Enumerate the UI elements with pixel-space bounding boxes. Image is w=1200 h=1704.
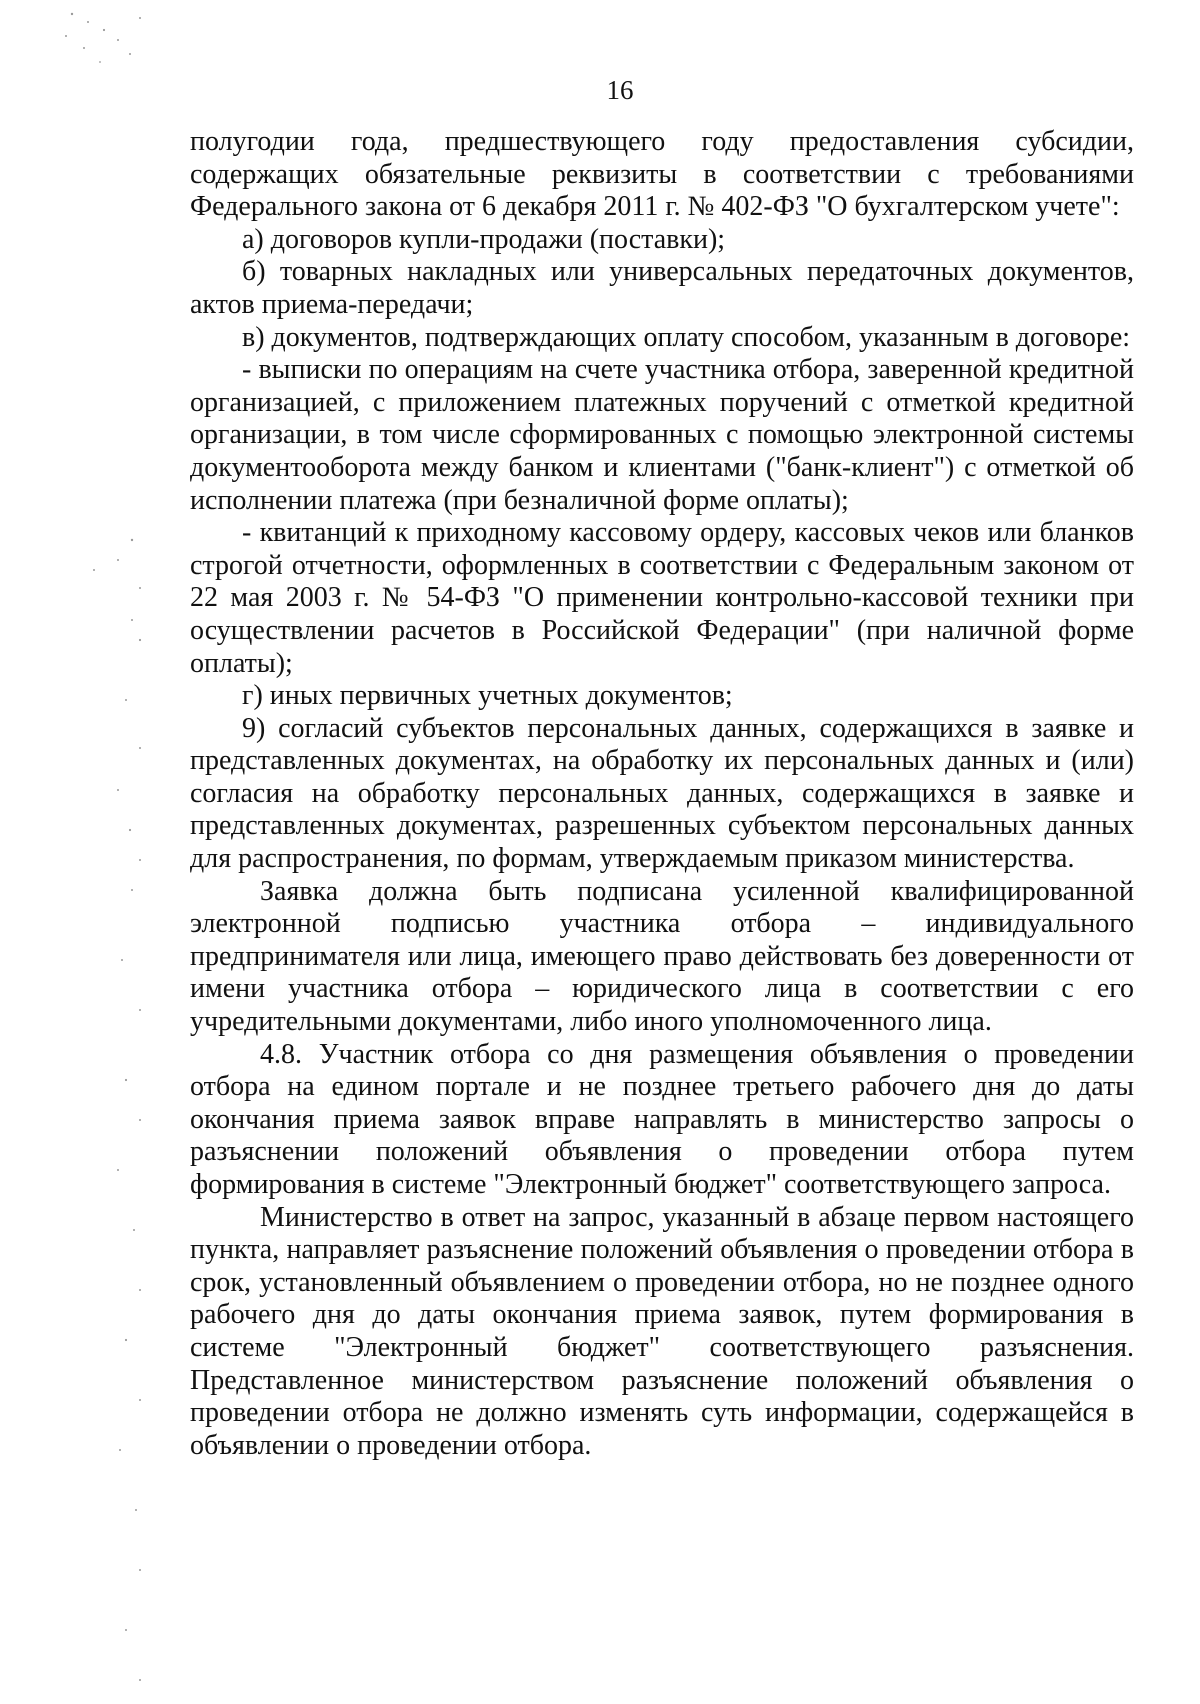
document-body: [190, 126, 1134, 1462]
list-item-v: в) документов, подтверждающих оплату способом, указанным в договоре:: [242, 321, 1131, 353]
page-number: 16: [606, 75, 634, 105]
list-item-b: б) товарных накладных или универсальных передаточных документов, актов приема-передачи;: [190, 256, 1134, 320]
scan-edge-noise: [0, 0, 160, 1704]
list-item-a: а) договоров купли-продажи (поставки);: [242, 223, 726, 255]
sub-item-bank-statement: - выписки по операциям на счете участника отбора, заверенной кредитной организацией, с приложением платежных поручений с отметкой кредитной организации, в том числе сформированных с помощью электронной системы документооборота между банком и клиентами ("банк-клиент") с отметкой об исполнении платежа (при безналичной форме оплаты);: [190, 354, 1134, 516]
paragraph-application-signature: Заявка должна быть подписана усиленной квалифицированной электронной подписью участника отбора – индивидуального предпринимателя или лица, имеющего право действовать без доверенности от имени участника отбора – юридического лица в соответствии с его учредительными документами, либо иного уполномоченного лица.: [190, 875, 1134, 1038]
paragraph-section-4-8: 4.8. Участник отбора со дня размещения объявления о проведении отбора на едином портале и не позднее третьего рабочего дня до даты окончания приема заявок вправе направлять в министерство запросы о разъяснении положений объявления о проведении отбора путем формирования в системе "Электронный бюджет" соответствующего запроса.: [190, 1038, 1134, 1200]
list-item-g: г) иных первичных учетных документов;: [242, 680, 733, 712]
paragraph-intro: полугодии года, предшествующего году предоставления субсидии, содержащих обязательные реквизиты в соответствии с требованиями Федерального закона от 6 декабря 2011 г. № 402-ФЗ "О бухгалтерском учете":: [190, 126, 1134, 223]
list-item-9: 9) согласий субъектов персональных данных, содержащихся в заявке и представленных документах, на обработку их персональных данных и (или) согласия на обработку персональных данных, содержащихся в заявке и представленных документах, разрешенных субъектом персональных данных для распространения, по формам, утверждаемым приказом министерства.: [190, 712, 1134, 875]
paragraph-ministry-response: Министерство в ответ на запрос, указанный в абзаце первом настоящего пункта, направляет разъяснение положений объявления о проведении отбора в срок, установленный объявлением о проведении отбора, но не позднее одного рабочего дня до даты окончания приема заявок, путем формирования в системе "Электронный бюджет" соответствующего разъяснения. Представленное министерством разъяснение положений объявления о проведении отбора не должно изменять суть информации, содержащейся в объявлении о проведении отбора.: [190, 1201, 1134, 1461]
sub-item-cash-receipts: - квитанций к приходному кассовому ордеру, кассовых чеков или бланков строгой отчетности, оформленных в соответствии с Федеральным законом от 22 мая 2003 г. № 54-ФЗ "О применении контрольно-кассовой техники при осуществлении расчетов в Российской Федерации" (при наличной форме оплаты);: [190, 517, 1134, 679]
